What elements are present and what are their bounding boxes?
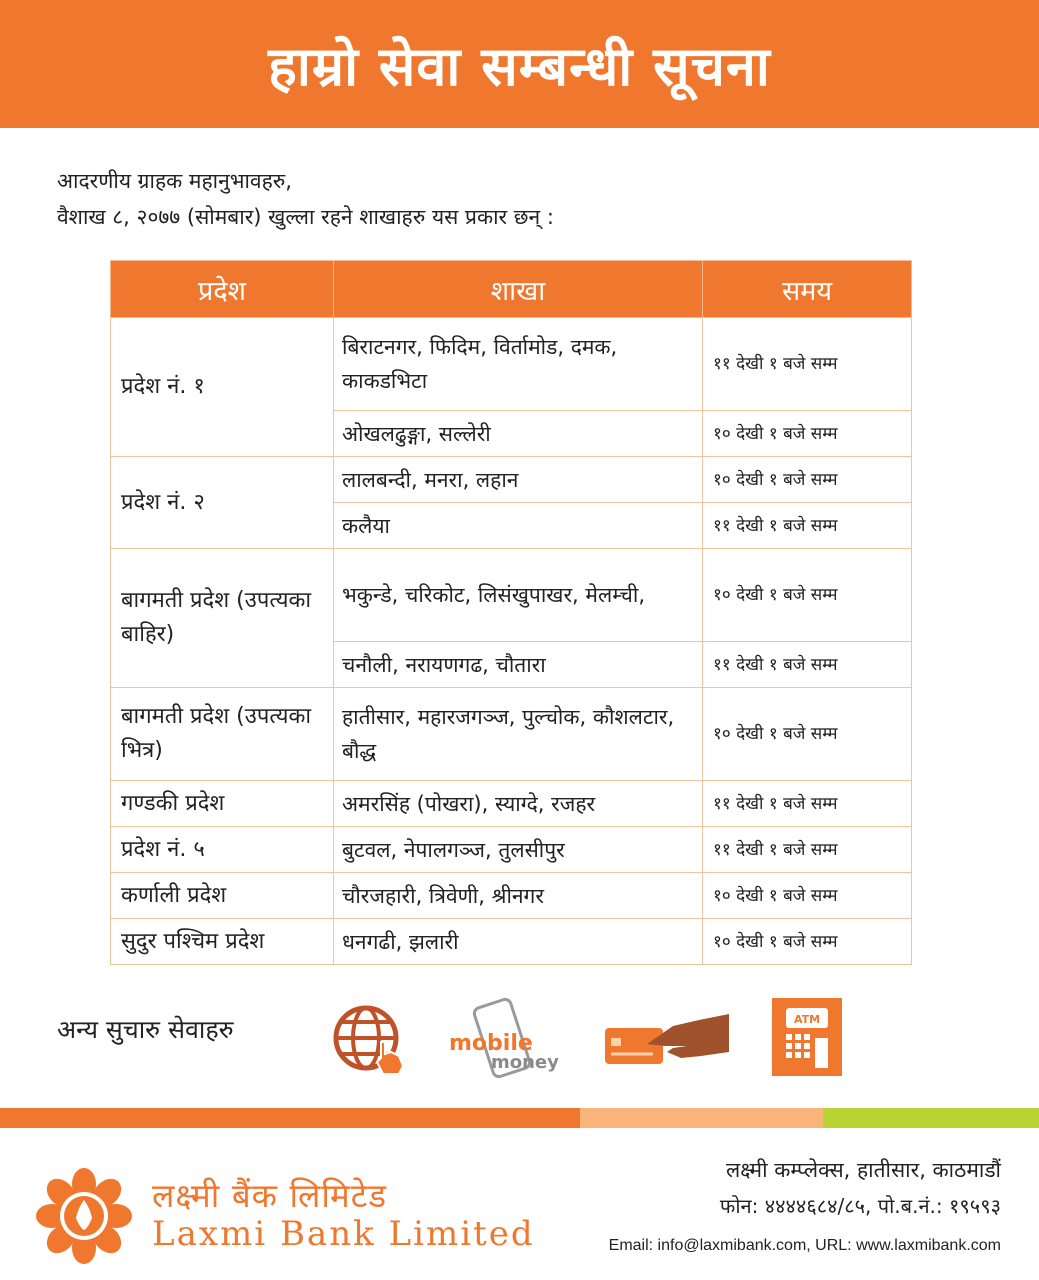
branch-cell: बुटवल, नेपालगञ्ज, तुलसीपुर xyxy=(334,827,703,873)
footer-stripe-peach xyxy=(580,1108,823,1128)
branch-cell: चौरजहारी, त्रिवेणी, श्रीनगर xyxy=(334,873,703,919)
greeting-salutation: आदरणीय ग्राहक महानुभावहरु, xyxy=(57,169,292,193)
table-row xyxy=(111,873,912,919)
atm-label: ATM xyxy=(793,1013,821,1026)
branch-cell: ओखलढुङ्गा, सल्लेरी xyxy=(334,411,703,457)
time-cell: ११ देखी १ बजे सम्म xyxy=(703,318,912,411)
bank-name-english: Laxmi Bank Limited xyxy=(152,1214,535,1254)
header-banner xyxy=(0,0,1039,128)
time-cell: १० देखी १ बजे सम्म xyxy=(703,919,912,965)
time-cell: १० देखी १ बजे सम्म xyxy=(703,688,912,781)
province-cell: सुदुर पश्चिम प्रदेश xyxy=(111,919,334,965)
page-title: हाम्रो सेवा सम्बन्धी सूचना xyxy=(268,35,771,98)
province-cell: प्रदेश नं. ५ xyxy=(111,827,334,873)
branch-cell: कलैया xyxy=(334,503,703,549)
contact-block xyxy=(609,1152,1001,1264)
table-header-row xyxy=(111,261,912,318)
mobile-money-text-top: mobile xyxy=(449,1031,533,1056)
branch-cell: भकुन्डे, चरिकोट, लिसंखुपाखर, मेलम्ची, xyxy=(334,549,703,642)
time-cell: ११ देखी १ बजे सम्म xyxy=(703,827,912,873)
email-url-text: Email: info@laxmibank.com, URL: www.laxmibank.com xyxy=(608,1237,1001,1254)
header-branch: शाखा xyxy=(334,261,703,318)
time-cell: १० देखी १ बजे सम्म xyxy=(703,549,912,642)
branch-cell: अमरसिंह (पोखरा), स्याग्दे, रजहर xyxy=(334,781,703,827)
card-payment-icon xyxy=(603,1008,733,1068)
time-cell: ११ देखी १ बजे सम्म xyxy=(703,503,912,549)
branch-schedule-table xyxy=(110,260,912,965)
header-province: प्रदेश xyxy=(111,261,334,318)
province-cell: प्रदेश नं. २ xyxy=(111,457,334,549)
table-row xyxy=(111,457,912,503)
header-time: समय xyxy=(703,261,912,318)
time-cell: १० देखी १ बजे सम्म xyxy=(703,873,912,919)
mobile-money-icon xyxy=(447,998,565,1080)
province-cell: बागमती प्रदेश (उपत्यका भित्र) xyxy=(111,688,334,781)
province-cell: गण्डकी प्रदेश xyxy=(111,781,334,827)
atm-icon xyxy=(772,998,842,1076)
table-row xyxy=(111,781,912,827)
footer-stripe-green xyxy=(823,1108,1039,1128)
greeting-message: वैशाख ८, २०७७ (सोमबार) खुल्ला रहने शाखाहरु यस प्रकार छन् : xyxy=(57,205,554,229)
bank-name-nepali: लक्ष्मी बैंक लिमिटेड xyxy=(152,1176,387,1215)
table-row xyxy=(111,919,912,965)
greeting-block xyxy=(57,163,554,235)
branch-cell: लालबन्दी, मनरा, लहान xyxy=(334,457,703,503)
branch-cell: बिराटनगर, फिदिम, विर्तामोड, दमक, काकडभिटा xyxy=(334,318,703,411)
time-cell: ११ देखी १ बजे सम्म xyxy=(703,642,912,688)
branch-cell: चनौली, नरायणगढ, चौतारा xyxy=(334,642,703,688)
province-cell: बागमती प्रदेश (उपत्यका बाहिर) xyxy=(111,549,334,688)
province-cell: प्रदेश नं. १ xyxy=(111,318,334,457)
province-cell: कर्णाली प्रदेश xyxy=(111,873,334,919)
footer-stripe-orange xyxy=(0,1108,580,1128)
table-row xyxy=(111,688,912,781)
table-row xyxy=(111,549,912,642)
other-services-label: अन्य सुचारु सेवाहरु xyxy=(57,1015,234,1044)
time-cell: १० देखी १ बजे सम्म xyxy=(703,457,912,503)
internet-banking-icon xyxy=(333,1002,407,1076)
branch-cell: धनगढी, झलारी xyxy=(334,919,703,965)
table-row xyxy=(111,318,912,411)
address-text: लक्ष्मी कम्प्लेक्स, हातीसार, काठमाडौं xyxy=(725,1158,1001,1182)
phone-text: फोन: ४४४४६८४/८५, पो.ब.नं.: १९५९३ xyxy=(719,1194,1001,1218)
time-cell: ११ देखी १ बजे सम्म xyxy=(703,781,912,827)
laxmi-lotus-logo xyxy=(36,1168,132,1264)
branch-cell: हातीसार, महारजगञ्ज, पुल्चोक, कौशलटार, बौद्ध xyxy=(334,688,703,781)
mobile-money-text-bottom: money xyxy=(491,1052,559,1073)
table-row xyxy=(111,827,912,873)
time-cell: १० देखी १ बजे सम्म xyxy=(703,411,912,457)
